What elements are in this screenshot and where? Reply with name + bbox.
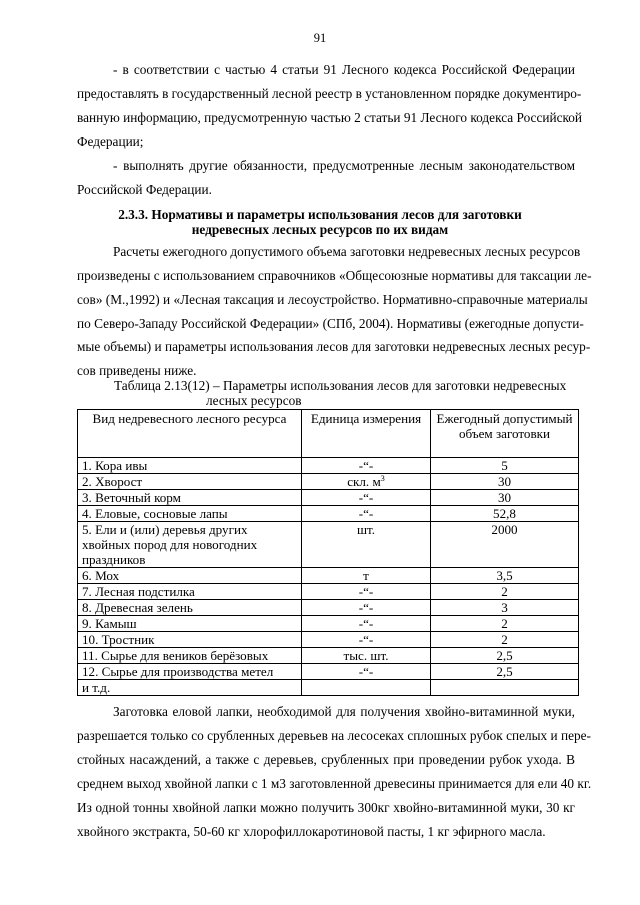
bullet-1-line-3: ванную информацию, предусмотренную частью 2 статьи 91 Лесного кодекса Российской [77,110,583,125]
header-unit: Единица измерения [302,410,431,458]
bullet-1-line-1: - в соответствии с частью 4 статьи 91 Лесного кодекса Российской Федерации [113,62,575,77]
table-header-row [78,410,579,458]
resource-value: 2,5 [431,648,579,664]
resource-name: 9. Камыш [78,616,302,632]
resource-value: 2 [431,632,579,648]
unit-superscript: 3 [380,474,385,483]
table-row [78,648,579,664]
intro-line-6: сов приведены ниже. [77,363,197,378]
section-heading-line-1: 2.3.3. Нормативы и параметры использования лесов для заготовки [118,207,522,222]
resource-unit: -“- [302,600,431,616]
resource-unit [302,680,431,696]
resource-unit: -“- [302,490,431,506]
resource-unit: т [302,568,431,584]
table-row [78,600,579,616]
intro-line-1: Расчеты ежегодного допустимого объема заготовки недревесных лесных ресурсов [113,244,581,259]
resource-value: 2 [431,616,579,632]
resource-unit: -“- [302,632,431,648]
resources-table [77,409,579,696]
resource-value: 3,5 [431,568,579,584]
resource-name: и т.д. [78,680,302,696]
resource-name: 12. Сырье для производства метел [78,664,302,680]
bullet-2-line-1: - выполнять другие обязанности, предусмотренные лесным законодательством [113,158,575,173]
table-row [78,616,579,632]
intro-line-4: по Северо-Западу Российской Федерации» (СПб, 2004). Нормативы (ежегодные допусти- [77,316,584,331]
table-caption-line-1: Таблица 2.13(12) – Параметры использования лесов для заготовки недревесных [114,378,567,393]
resource-value: 5 [431,458,579,474]
resource-value: 30 [431,490,579,506]
resource-value: 52,8 [431,506,579,522]
section-heading-line-2: недревесных лесных ресурсов по их видам [191,222,449,237]
table-row [78,474,579,490]
resource-value [431,680,579,696]
resource-unit: -“- [302,506,431,522]
table-caption-line-2: лесных ресурсов [206,393,302,408]
resource-unit: -“- [302,458,431,474]
table-row [78,522,579,568]
bullet-1-line-4: Федерации; [77,134,144,149]
resource-unit: -“- [302,584,431,600]
closing-line-2: разрешается только со срубленных деревьев на лесосеках сплошных рубок спелых и пере- [77,728,591,743]
table-row [78,568,579,584]
resource-unit: тыс. шт. [302,648,431,664]
resource-value: 2 [431,584,579,600]
intro-line-3: сов» (М.,1992) и «Лесная таксация и лесоустройство. Нормативно-справочные материалы [77,292,588,307]
closing-line-5: Из одной тонны хвойной лапки можно получить 300кг хвойно-витаминной муки, 30 кг [77,800,575,815]
resource-unit: -“- [302,616,431,632]
resource-name: 10. Тростник [78,632,302,648]
resource-name: 8. Древесная зелень [78,600,302,616]
resource-name: 7. Лесная подстилка [78,584,302,600]
table-row [78,680,579,696]
resource-unit: шт. [302,522,431,568]
table-row [78,632,579,648]
table-row [78,458,579,474]
closing-line-1: Заготовка еловой лапки, необходимой для получения хвойно-витаминной муки, [113,704,575,719]
resource-value: 30 [431,474,579,490]
resource-value: 2,5 [431,664,579,680]
header-volume: Ежегодный допустимый объем заготовки [431,410,579,458]
resource-unit [302,474,431,490]
resource-value: 3 [431,600,579,616]
table-row [78,490,579,506]
bullet-1-line-2: предоставлять в государственный лесной реестр в установленном порядке документиро- [77,86,582,101]
page-number: 91 [313,31,327,45]
resource-name: 2. Хворост [78,474,302,490]
closing-line-3: стойных насаждений, а также с деревьев, срубленных при проведении рубок ухода. В [77,752,575,767]
resource-name: 11. Сырье для веников берёзовых [78,648,302,664]
resource-name: 5. Ели и (или) деревья других хвойных пород для новогодних праздников [78,522,302,568]
resource-name: 1. Кора ивы [78,458,302,474]
resource-name: 3. Веточный корм [78,490,302,506]
resource-value: 2000 [431,522,579,568]
closing-line-4: среднем выход хвойной лапки с 1 м3 заготовленной древесины принимается для ели 40 кг. [77,776,592,791]
resource-name: 4. Еловые, сосновые лапы [78,506,302,522]
intro-line-2: произведены с использованием справочников «Общесоюзные нормативы для таксации ле- [77,268,592,283]
header-resource: Вид недревесного лесного ресурса [78,410,302,458]
bullet-2-line-2: Российской Федерации. [77,182,212,197]
resource-unit: -“- [302,664,431,680]
table-row [78,664,579,680]
closing-line-6: хвойного экстракта, 50-60 кг хлорофиллокаротиновой пасты, 1 кг эфирного масла. [77,824,546,839]
resource-name: 6. Мох [78,568,302,584]
table-row [78,506,579,522]
intro-line-5: мые объемы) и параметры использования лесов для заготовки недревесных лесных ресур- [77,339,591,354]
table-row [78,584,579,600]
unit-text: скл. м [347,474,381,489]
